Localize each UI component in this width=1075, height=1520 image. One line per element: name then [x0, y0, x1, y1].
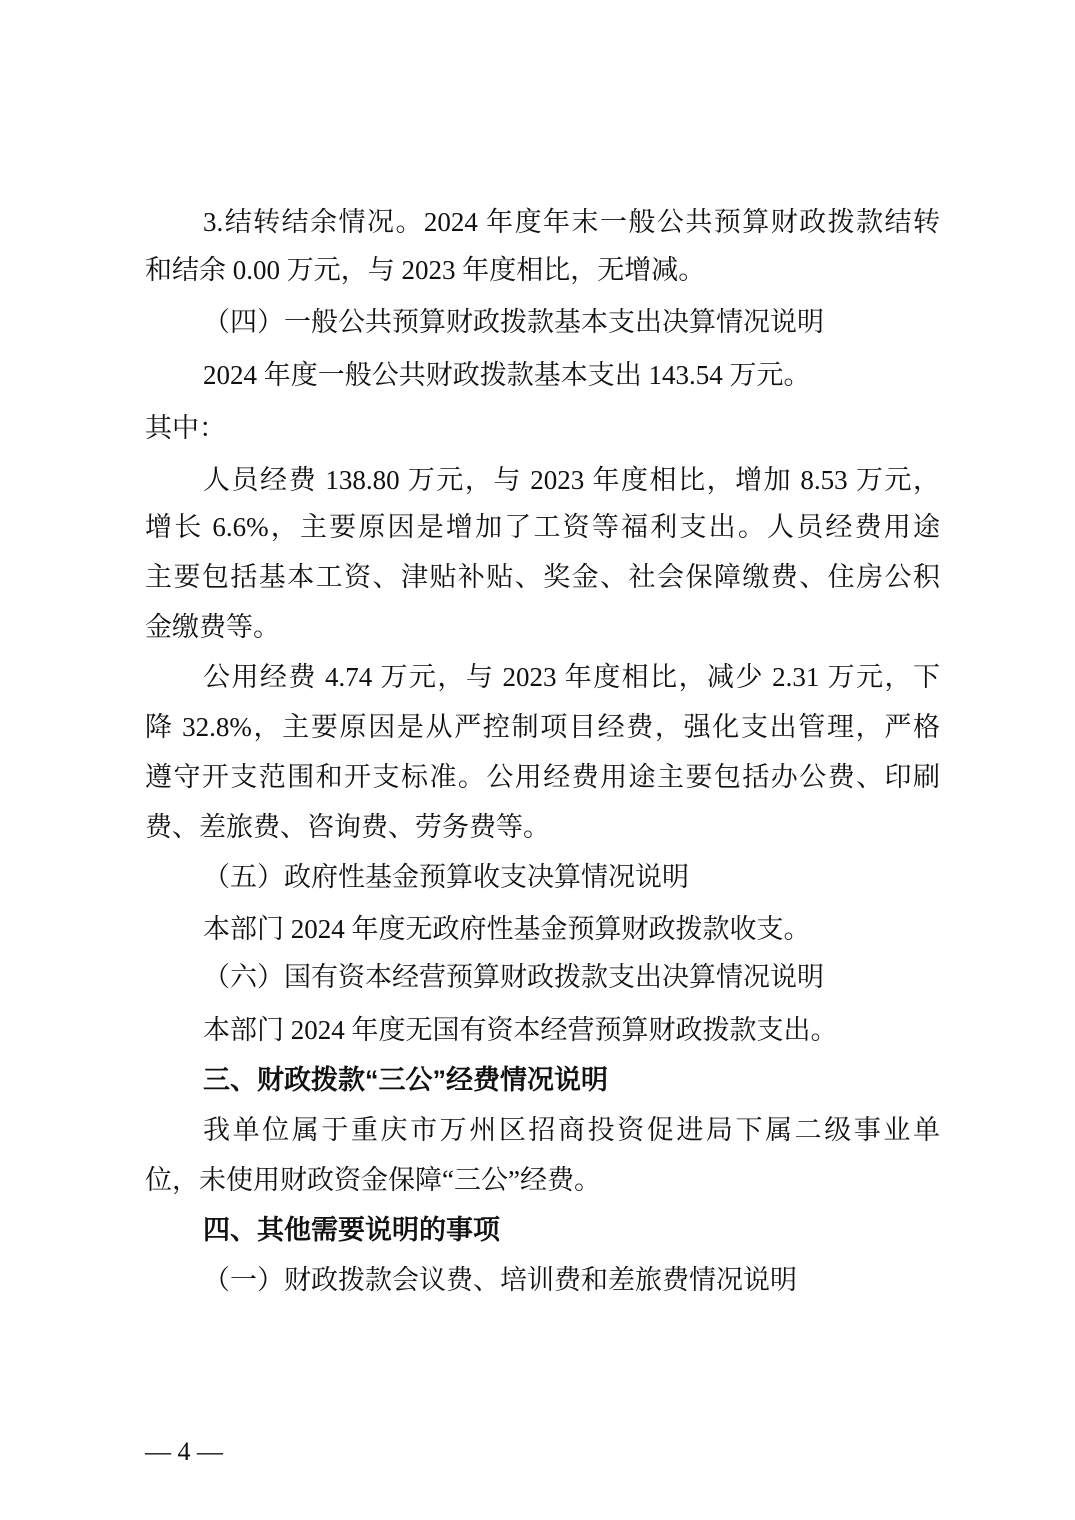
text-line: 增长 6.6%，主要原因是增加了工资等福利支出。人员经费用途 — [145, 512, 940, 542]
text-line: 2024 年度一般公共财政拨款基本支出 143.54 万元。 — [203, 360, 811, 390]
text-line: 主要包括基本工资、津贴补贴、奖金、社会保障缴费、住房公积 — [145, 562, 940, 592]
text-line: 位，未使用财政资金保障“三公”经费。 — [145, 1165, 601, 1195]
text-line: （一）财政拨款会议费、培训费和差旅费情况说明 — [203, 1265, 797, 1295]
text-line: 费、差旅费、咨询费、劳务费等。 — [145, 812, 550, 842]
text-line: （六）国有资本经营预算财政拨款支出决算情况说明 — [203, 962, 824, 992]
page-number: — 4 — — [145, 1437, 223, 1466]
text-line: 我单位属于重庆市万州区招商投资促进局下属二级事业单 — [203, 1115, 940, 1145]
text-line: 本部门 2024 年度无政府性基金预算财政拨款收支。 — [203, 914, 811, 944]
text-line: 遵守开支范围和开支标准。公用经费用途主要包括办公费、印刷 — [145, 762, 940, 792]
text-line: 降 32.8%，主要原因是从严控制项目经费，强化支出管理，严格 — [145, 712, 940, 742]
text-line: 人员经费 138.80 万元，与 2023 年度相比，增加 8.53 万元， — [203, 465, 940, 495]
section-heading: 三、财政拨款“三公”经费情况说明 — [203, 1065, 608, 1095]
text-line: （四）一般公共预算财政拨款基本支出决算情况说明 — [203, 307, 824, 337]
text-line: 本部门 2024 年度无国有资本经营预算财政拨款支出。 — [203, 1015, 838, 1045]
text-line: 其中： — [145, 413, 226, 443]
text-line: 和结余 0.00 万元，与 2023 年度相比，无增减。 — [145, 255, 706, 285]
text-line: （五）政府性基金预算收支决算情况说明 — [203, 862, 689, 892]
text-line: 3.结转结余情况。2024 年度年末一般公共预算财政拨款结转 — [203, 207, 940, 237]
text-line: 金缴费等。 — [145, 612, 280, 642]
section-heading: 四、其他需要说明的事项 — [203, 1215, 500, 1245]
text-line: 公用经费 4.74 万元，与 2023 年度相比，减少 2.31 万元，下 — [203, 662, 940, 692]
